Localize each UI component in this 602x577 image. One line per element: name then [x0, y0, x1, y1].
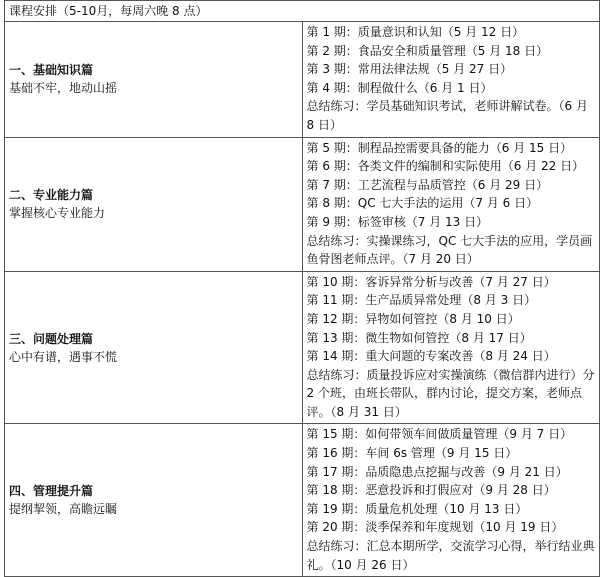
session-item: 第 4 期：制程做什么（6 月 1 日） [306, 80, 493, 95]
session-item: 第 15 期：如何带领车间做质量管理（9 月 7 日） [306, 427, 573, 442]
summary-exercise: 总结练习：学员基础知识考试，老师讲解试卷。（6 月 8 日） [306, 99, 592, 132]
session-item: 第 17 期：品质隐患点挖掘与改善（9 月 21 日） [306, 464, 568, 479]
module-label-cell [5, 271, 303, 424]
module-title: 一、基础知识篇 [9, 63, 94, 78]
session-list-cell [302, 424, 600, 577]
module-subtitle: 掌握核心专业能力 [9, 206, 106, 221]
session-item: 第 3 期：常用法律法规（5 月 27 日） [306, 62, 513, 77]
module-row [5, 424, 600, 577]
session-item: 第 16 期：车间 6s 管理（9 月 15 日） [306, 446, 518, 461]
session-item: 第 9 期：标签审核（7 月 13 日） [306, 214, 489, 229]
session-list-cell [302, 271, 600, 424]
session-item: 第 14 期：重大问题的专案改善（8 月 24 日） [306, 349, 556, 364]
session-item: 第 6 期：各类文件的编制和实际使用（6 月 22 日） [306, 159, 585, 174]
session-item: 第 19 期：质量危机处理（10 月 13 日） [306, 501, 528, 516]
module-row [5, 137, 600, 271]
session-list-cell [302, 22, 600, 138]
module-label-cell [5, 22, 303, 138]
module-title: 四、管理提升篇 [9, 484, 94, 499]
module-subtitle: 心中有谱，遇事不慌 [9, 349, 118, 364]
module-subtitle: 提纲挈领，高瞻远瞩 [9, 502, 118, 517]
header-row [5, 1, 600, 22]
session-item: 第 20 期：淡季保养和年度规划（10 月 19 日） [306, 520, 564, 535]
module-label-cell [5, 424, 303, 577]
session-item: 第 18 期：恶意投诉和打假应对（9 月 28 日） [306, 483, 556, 498]
session-item: 第 2 期：食品安全和质量管理（5 月 18 日） [306, 43, 549, 58]
summary-exercise: 总结练习：质量投诉应对实操演练（微信群内进行）分 2 个班，由班长带队，群内讨论，提交方案，老师点评。（8 月 31 日） [306, 367, 599, 419]
session-item: 第 12 期：异物如何管控（8 月 10 日） [306, 311, 520, 326]
summary-exercise: 总结练习：实操课练习，QC 七大手法的应用，学员画鱼骨图老师点评。（7 月 20 日） [306, 233, 593, 267]
module-row [5, 271, 600, 424]
session-item: 第 7 期：工艺流程与品质管控（6 月 29 日） [306, 177, 549, 192]
table-body [5, 1, 600, 577]
module-row [5, 22, 600, 138]
session-item: 第 11 期：生产品质异常处理（8 月 3 日） [306, 293, 537, 308]
module-label-cell [5, 137, 303, 271]
session-item: 第 8 期：QC 七大手法的运用（7 月 6 日） [306, 196, 539, 211]
module-title: 三、问题处理篇 [9, 331, 94, 346]
module-subtitle: 基础不牢，地动山摇 [9, 81, 118, 96]
course-schedule-table [4, 0, 600, 577]
schedule-header: 课程安排（5-10月，每周六晚 8 点） [5, 1, 600, 22]
session-item: 第 1 期：质量意识和认知（5 月 12 日） [306, 25, 525, 39]
session-list-cell [302, 137, 600, 271]
module-title: 二、专业能力篇 [9, 188, 94, 203]
summary-exercise: 总结练习：汇总本期所学，交流学习心得，举行结业典礼。（10 月 26 日） [306, 539, 595, 572]
session-item: 第 10 期：客诉异常分析与改善（7 月 27 日） [306, 274, 556, 289]
session-item: 第 13 期：微生物如何管控（8 月 17 日） [306, 330, 532, 345]
session-item: 第 5 期：制程品控需要具备的能力（6 月 15 日） [306, 140, 573, 155]
